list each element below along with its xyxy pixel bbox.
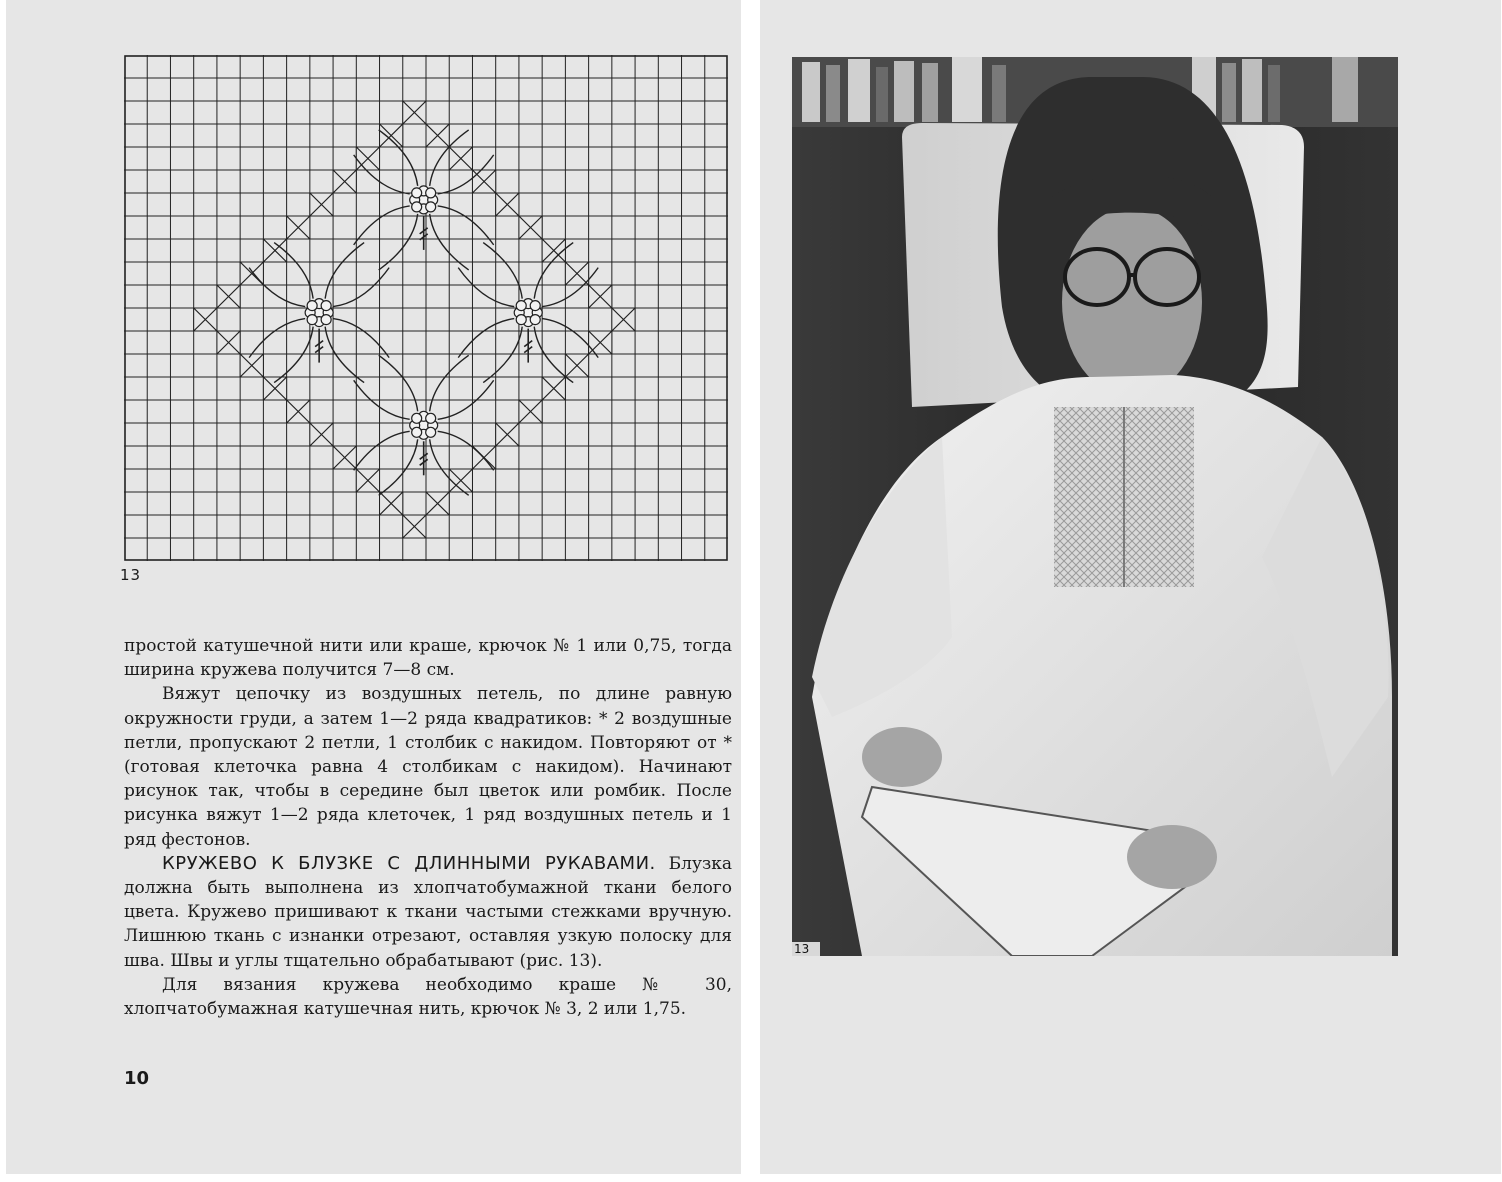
petal-line xyxy=(333,319,389,358)
flower-circle xyxy=(426,413,436,423)
right-page xyxy=(760,0,1501,1174)
flower-circle xyxy=(412,427,422,437)
petal-line xyxy=(483,243,522,299)
figure-label: 13 xyxy=(120,566,142,584)
flower-circle xyxy=(530,315,540,325)
flower-circle xyxy=(307,315,317,325)
flower-circle xyxy=(321,315,331,325)
section-heading: КРУЖЕВО К БЛУЗКЕ С ДЛИННЫМИ РУКАВАМИ. xyxy=(162,852,656,874)
paragraph-3-wrapper xyxy=(124,852,732,973)
photo-label: 13 xyxy=(792,942,820,956)
flower-circle xyxy=(426,202,436,212)
paragraph-1: простой катушечной нити или краше, крючок № 1 или 0,75, тогда ширина кружева получится 7—8 см. xyxy=(124,636,732,681)
paragraph-4: Для вязания кружева необходимо краше № 30, хлопчатобумажная катушечная нить, крючок № 3, 2 или 1,75. xyxy=(124,974,732,1020)
petal-line xyxy=(379,439,418,495)
flower-circle xyxy=(412,202,422,212)
petal-line xyxy=(483,327,522,383)
paragraph-3: Блузка должна быть выполнена из хлопчатобумажной ткани белого цвета. Кружево пришивают к ткани частыми стежками вручную. Лишнюю ткань с изнанки отрезают, оставляя узкую полоску для шва. Швы и углы тщательно обрабатывают (рис. 13). xyxy=(124,853,733,971)
flower-circle xyxy=(321,301,331,311)
petal-line xyxy=(379,355,418,411)
photo-illustration xyxy=(792,57,1398,956)
flower-circle xyxy=(412,413,422,423)
petal-line xyxy=(325,243,364,299)
petal-line xyxy=(458,319,514,358)
petal-line xyxy=(333,268,389,307)
page-number: 10 xyxy=(124,1068,150,1089)
flower-circle xyxy=(412,188,422,198)
left-page xyxy=(6,0,741,1174)
body-text xyxy=(124,634,732,1021)
flower-circle xyxy=(426,188,436,198)
petal-line xyxy=(274,327,313,383)
petal-line xyxy=(325,327,364,383)
petal-line xyxy=(458,268,514,307)
crochet-pattern-diagram xyxy=(124,55,728,561)
flower-circle xyxy=(516,301,526,311)
flower-circle xyxy=(530,301,540,311)
petal-line xyxy=(354,431,410,470)
book-gutter xyxy=(741,0,760,1182)
flower-circle xyxy=(516,315,526,325)
flower-circle xyxy=(307,301,317,311)
paragraph-2: Вяжут цепочку из воздушных петель, по длине равную окружности груди, а затем 1—2 ряда квадратиков: * 2 воздушные петли, пропускают 2 петли, 1 столбик с накидом. Повторяют от * (готовая клеточка равна 4 столбикам с накидом). Начинают рисунок так, чтобы в середине был цветок или ромбик. После рисунка вяжут 1—2 ряда клеточек, 1 ряд воздушных петель и 1 ряд фестонов. xyxy=(124,684,732,850)
petal-line xyxy=(249,319,305,358)
flower-circle xyxy=(426,427,436,437)
photo-girl-reading-in-embroidered-blouse xyxy=(792,57,1398,956)
